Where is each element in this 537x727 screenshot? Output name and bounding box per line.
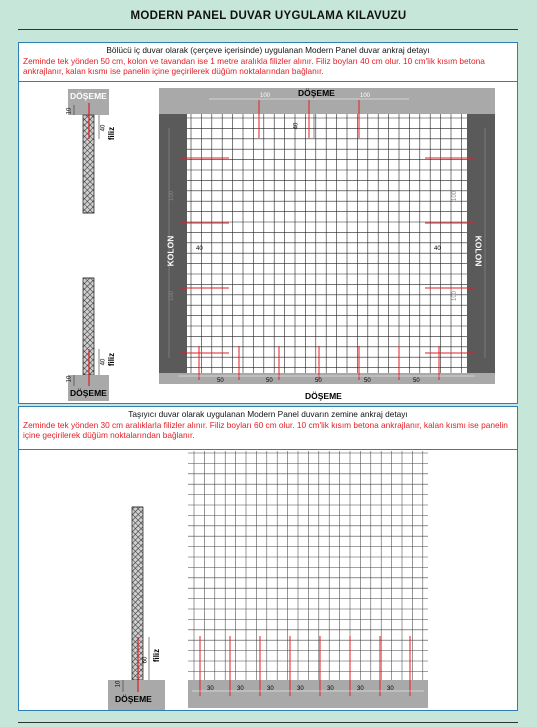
- frame2-bottom-dim-label: 30: [327, 686, 334, 692]
- frame2-bottom-dim-label: 30: [387, 686, 394, 692]
- side2-filiz-label: filiz: [152, 648, 162, 663]
- section-1-frame-drawing: [159, 88, 495, 384]
- frame-right-kolon-label: KOLON: [473, 235, 484, 267]
- side-bottom-filiz-label: filiz: [107, 352, 117, 367]
- frame-bottom-doseme-label: DÖŞEME: [305, 391, 342, 401]
- frame-dim-40-top: 40: [293, 122, 300, 130]
- frame-bottom-dim-label: 50: [413, 378, 420, 384]
- section-2-panel: [18, 406, 518, 711]
- section-2-heading: Taşıyıcı duvar olarak uygulanan Modern Panel duvarın zemine ankraj detayı: [128, 409, 408, 419]
- frame2-bottom-dim-label: 30: [237, 686, 244, 692]
- frame2-bottom-dim-label: 30: [207, 686, 214, 692]
- frame2-bottom-dim-label: 30: [357, 686, 364, 692]
- side2-dim-60: 60: [142, 656, 149, 664]
- frame-dim-100-right: 100: [360, 93, 371, 99]
- frame2-bottom-dim-label: 30: [297, 686, 304, 692]
- section-2-description: Zeminde tek yönden 30 cm aralıklarla filizler alınır. Filiz boyları 60 cm olur. 10 cm'lik kısım betona ankrajlanır, kalan kısmı ise panelin içine geçirilerek düğüm noktalarından bağlanır.: [23, 419, 508, 440]
- frame-dim-100-left: 100: [260, 93, 271, 99]
- frame-dim-100-left-b: 100: [169, 290, 176, 302]
- frame-bottom-dim-label: 50: [217, 378, 224, 384]
- section-1-heading: Bölücü iç duvar olarak (çerçeve içerisinde) uygulanan Modern Panel duvar ankraj detayı: [106, 45, 430, 55]
- frame2-bottom-dim-label: 30: [267, 686, 274, 692]
- section-2-frame-drawing: [188, 451, 428, 708]
- footer-rule: [18, 722, 518, 723]
- frame-dim-100-right-b: 100: [452, 290, 459, 302]
- page-title: MODERN PANEL DUVAR UYGULAMA KILAVUZU: [130, 10, 407, 22]
- frame-dimension-lines: [169, 99, 485, 376]
- frame-bottom-dim-label: 50: [315, 378, 322, 384]
- frame-dim-100-right-a: 100: [452, 190, 459, 202]
- side-top-filiz-label: filiz: [107, 126, 117, 141]
- frame-mesh: [187, 114, 467, 373]
- frame-bottom-dim-label: 50: [364, 378, 371, 384]
- frame-dim-40-left: 40: [196, 246, 203, 252]
- side2-dim-10: 10: [115, 680, 122, 688]
- section-1-description: Zeminde tek yönden 50 cm, kolon ve tavandan ise 1 metre aralıkla filizler alınır. Filiz boyları 40 cm olur. 10 cm'lik kısım betona ankrajlanır, kalan kısmı ise panelin içine geçirilerek düğüm noktalarından bağlanır.: [23, 55, 485, 76]
- title-rule: [18, 29, 518, 30]
- frame-bottom-slab: [159, 373, 495, 384]
- side-bottom-doseme-label: DÖŞEME: [70, 388, 107, 398]
- frame-left-kolon-label: KOLON: [165, 235, 176, 267]
- frame-top-doseme-label: DÖŞEME: [298, 88, 335, 98]
- frame2-slab: [188, 680, 428, 708]
- side-top-dim-10: 10: [66, 107, 73, 115]
- side2-doseme-label: DÖŞEME: [115, 694, 152, 704]
- frame-dim-40-right: 40: [434, 246, 441, 252]
- frame2-mesh: [188, 451, 428, 680]
- side-bottom-dim-10: 10: [66, 375, 73, 383]
- frame-filiz-bars: [179, 100, 475, 380]
- section-1-panel: [18, 42, 518, 404]
- side-top-dim-40: 40: [100, 124, 107, 132]
- frame-bottom-dim-label: 50: [266, 378, 273, 384]
- side-top-doseme-label: DÖŞEME: [70, 91, 107, 101]
- side-bottom-dim-40: 40: [100, 358, 107, 366]
- frame-dim-100-left-a: 100: [169, 190, 176, 202]
